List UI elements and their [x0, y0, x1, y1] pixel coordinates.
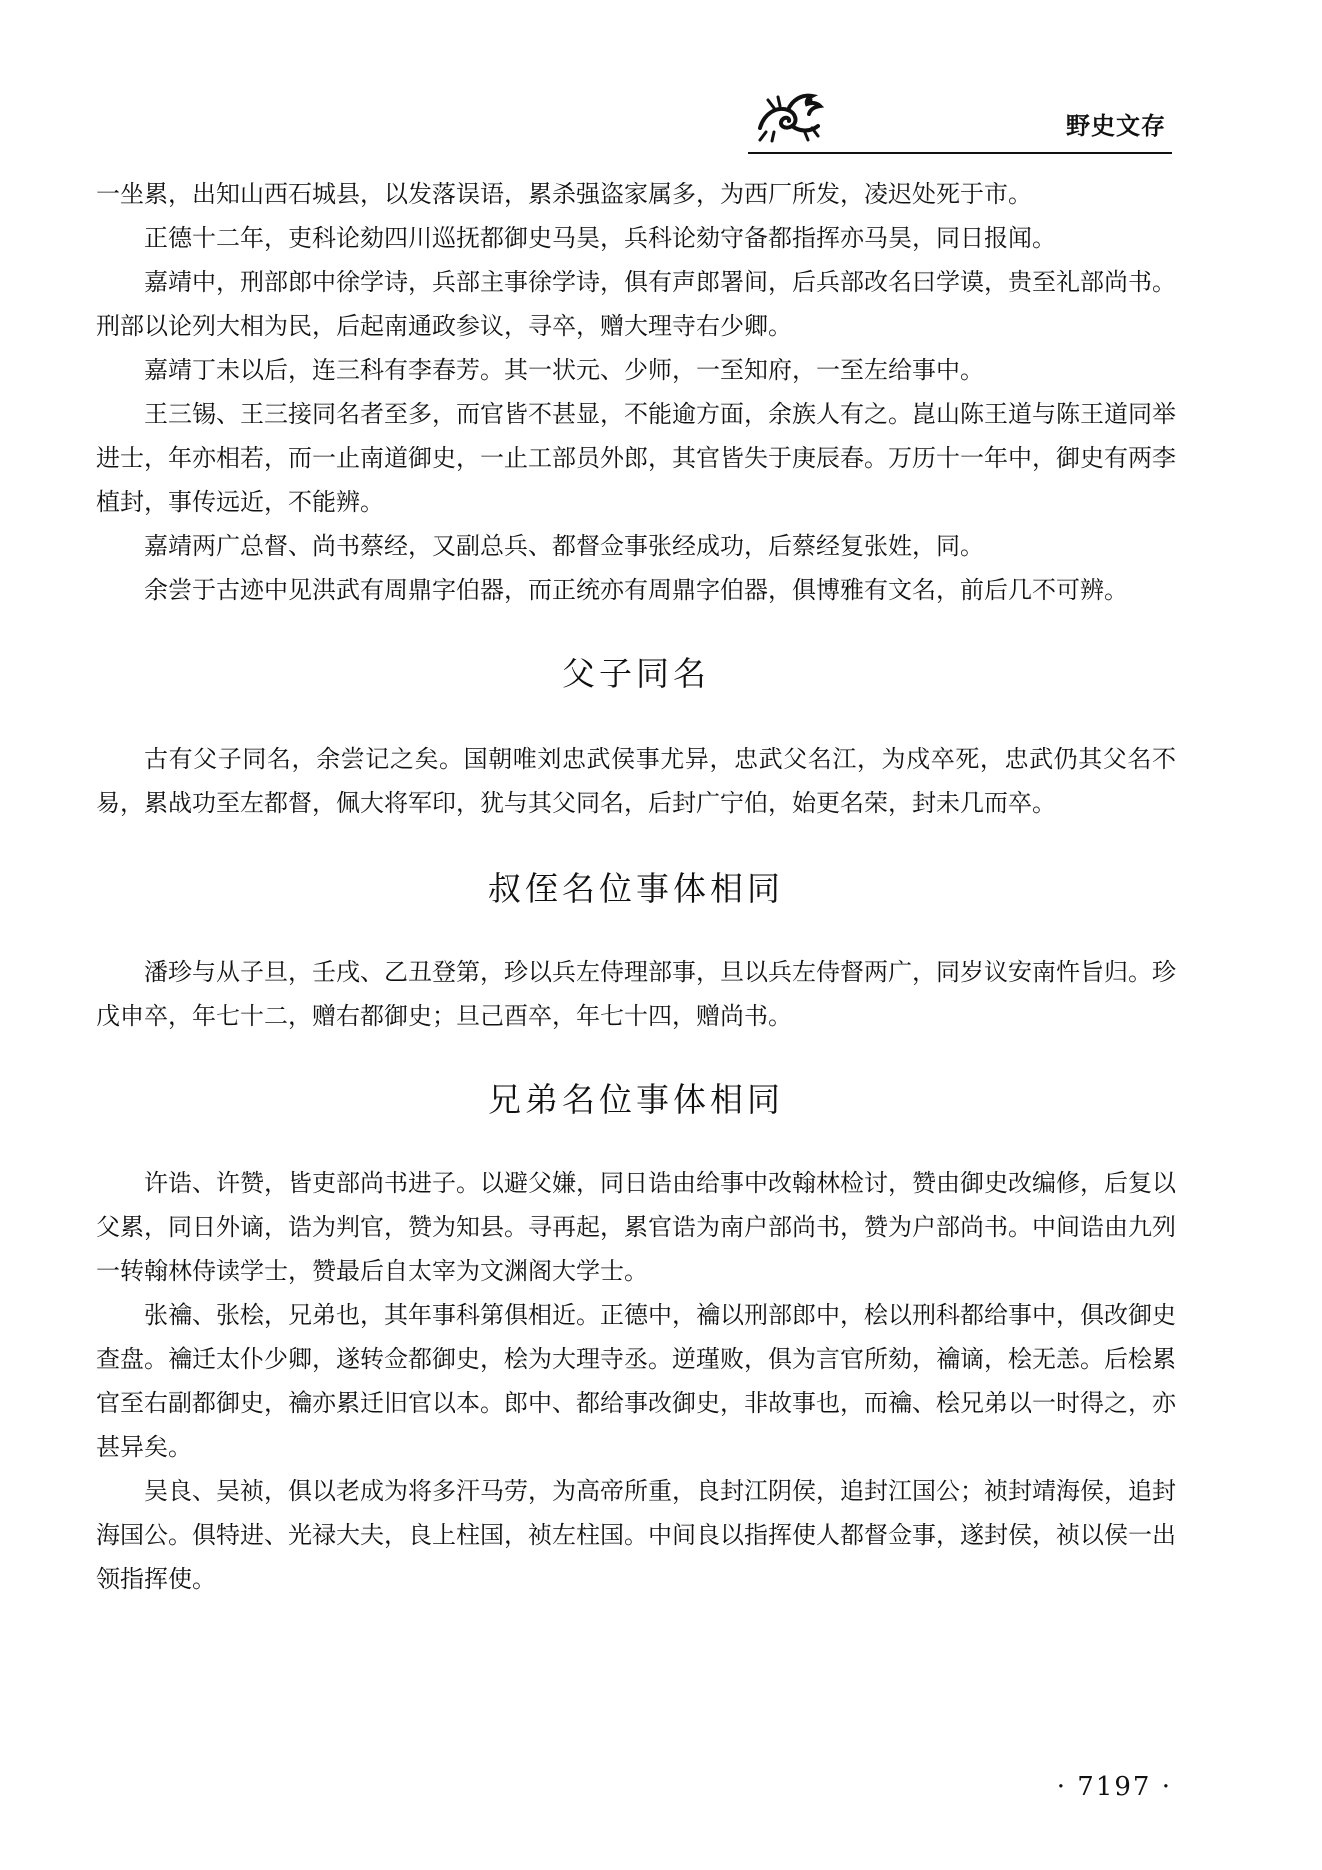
paragraph: 嘉靖中，刑部郎中徐学诗，兵部主事徐学诗，俱有声郎署间，后兵部改名曰学谟，贵至礼部尚书。刑部以论列大相为民，后起南通政参议，寻卒，赠大理寺右少卿。: [96, 268, 1176, 340]
dragon-emblem-icon: [754, 88, 826, 144]
running-header-title: 野史文存: [1066, 112, 1166, 140]
section-title-father-son: 父子同名: [562, 654, 710, 693]
paragraph: 古有父子同名，余尝记之矣。国朝唯刘忠武侯事尤异，忠武父名江，为戍卒死，忠武仍其父名不易，累战功至左都督，佩大将军印，犹与其父同名，后封广宁伯，始更名荣，封未几而卒。: [96, 745, 1176, 817]
paragraph: 正德十二年，吏科论劾四川巡抚都御史马昊，兵科论劾守备都指挥亦马昊，同日报闻。: [144, 224, 1056, 252]
paragraph: 许诰、许赞，皆吏部尚书进子。以避父嫌，同日诰由给事中改翰林检讨，赞由御史改编修，后复以父累，同日外谪，诰为判官，赞为知县。寻再起，累官诰为南户部尚书，赞为户部尚书。中间诰由九列一转翰林侍读学士，赞最后自太宰为文渊阁大学士。: [96, 1169, 1176, 1285]
paragraph: 吴良、吴祯，俱以老成为将多汗马劳，为高帝所重，良封江阴侯，追封江国公；祯封靖海侯，追封海国公。俱特进、光禄大夫，良上柱国，祯左柱国。中间良以指挥使人都督佥事，遂封侯，祯以侯一出领指挥使。: [96, 1477, 1176, 1593]
paragraph: 嘉靖丁未以后，连三科有李春芳。其一状元、少师，一至知府，一至左给事中。: [144, 356, 984, 384]
paragraph: 张禴、张桧，兄弟也，其年事科第俱相近。正德中，禴以刑部郎中，桧以刑科都给事中，俱改御史查盘。禴迁太仆少卿，遂转佥都御史，桧为大理寺丞。逆瑾败，俱为言官所劾，禴谪，桧无恙。后桧累官至右副都御史，禴亦累迁旧官以本。郎中、都给事改御史，非故事也，而禴、桧兄弟以一时得之，亦甚异矣。: [96, 1301, 1176, 1461]
paragraph: 潘珍与从子旦，壬戌、乙丑登第，珍以兵左侍理部事，旦以兵左侍督两广，同岁议安南忤旨归。珍戊申卒，年七十二，赠右都御史；旦己酉卒，年七十四，赠尚书。: [96, 958, 1176, 1030]
page-body: [96, 172, 1176, 1601]
paragraph: 嘉靖两广总督、尚书蔡经，又副总兵、都督佥事张经成功，后蔡经复张姓，同。: [144, 532, 984, 560]
paragraph: 王三锡、王三接同名者至多，而官皆不甚显，不能逾方面，余族人有之。崑山陈王道与陈王道同举进士，年亦相若，而一止南道御史，一止工部员外郎，其官皆失于庚辰春。万历十一年中，御史有两李植封，事传远近，不能辨。: [96, 400, 1176, 516]
paragraph: 一坐累，出知山西石城县，以发落误语，累杀强盗家属多，为西厂所发，凌迟处死于市。: [96, 180, 1032, 208]
section-title-brothers: 兄弟名位事体相同: [488, 1080, 784, 1119]
header-rule: [748, 152, 1172, 154]
section-title-uncle-nephew: 叔侄名位事体相同: [488, 869, 784, 908]
running-header: [748, 84, 1172, 154]
paragraph: 余尝于古迹中见洪武有周鼎字伯器，而正统亦有周鼎字伯器，俱博雅有文名，前后几不可辨。: [144, 576, 1128, 604]
page-number: · 7197 ·: [1056, 1772, 1172, 1802]
